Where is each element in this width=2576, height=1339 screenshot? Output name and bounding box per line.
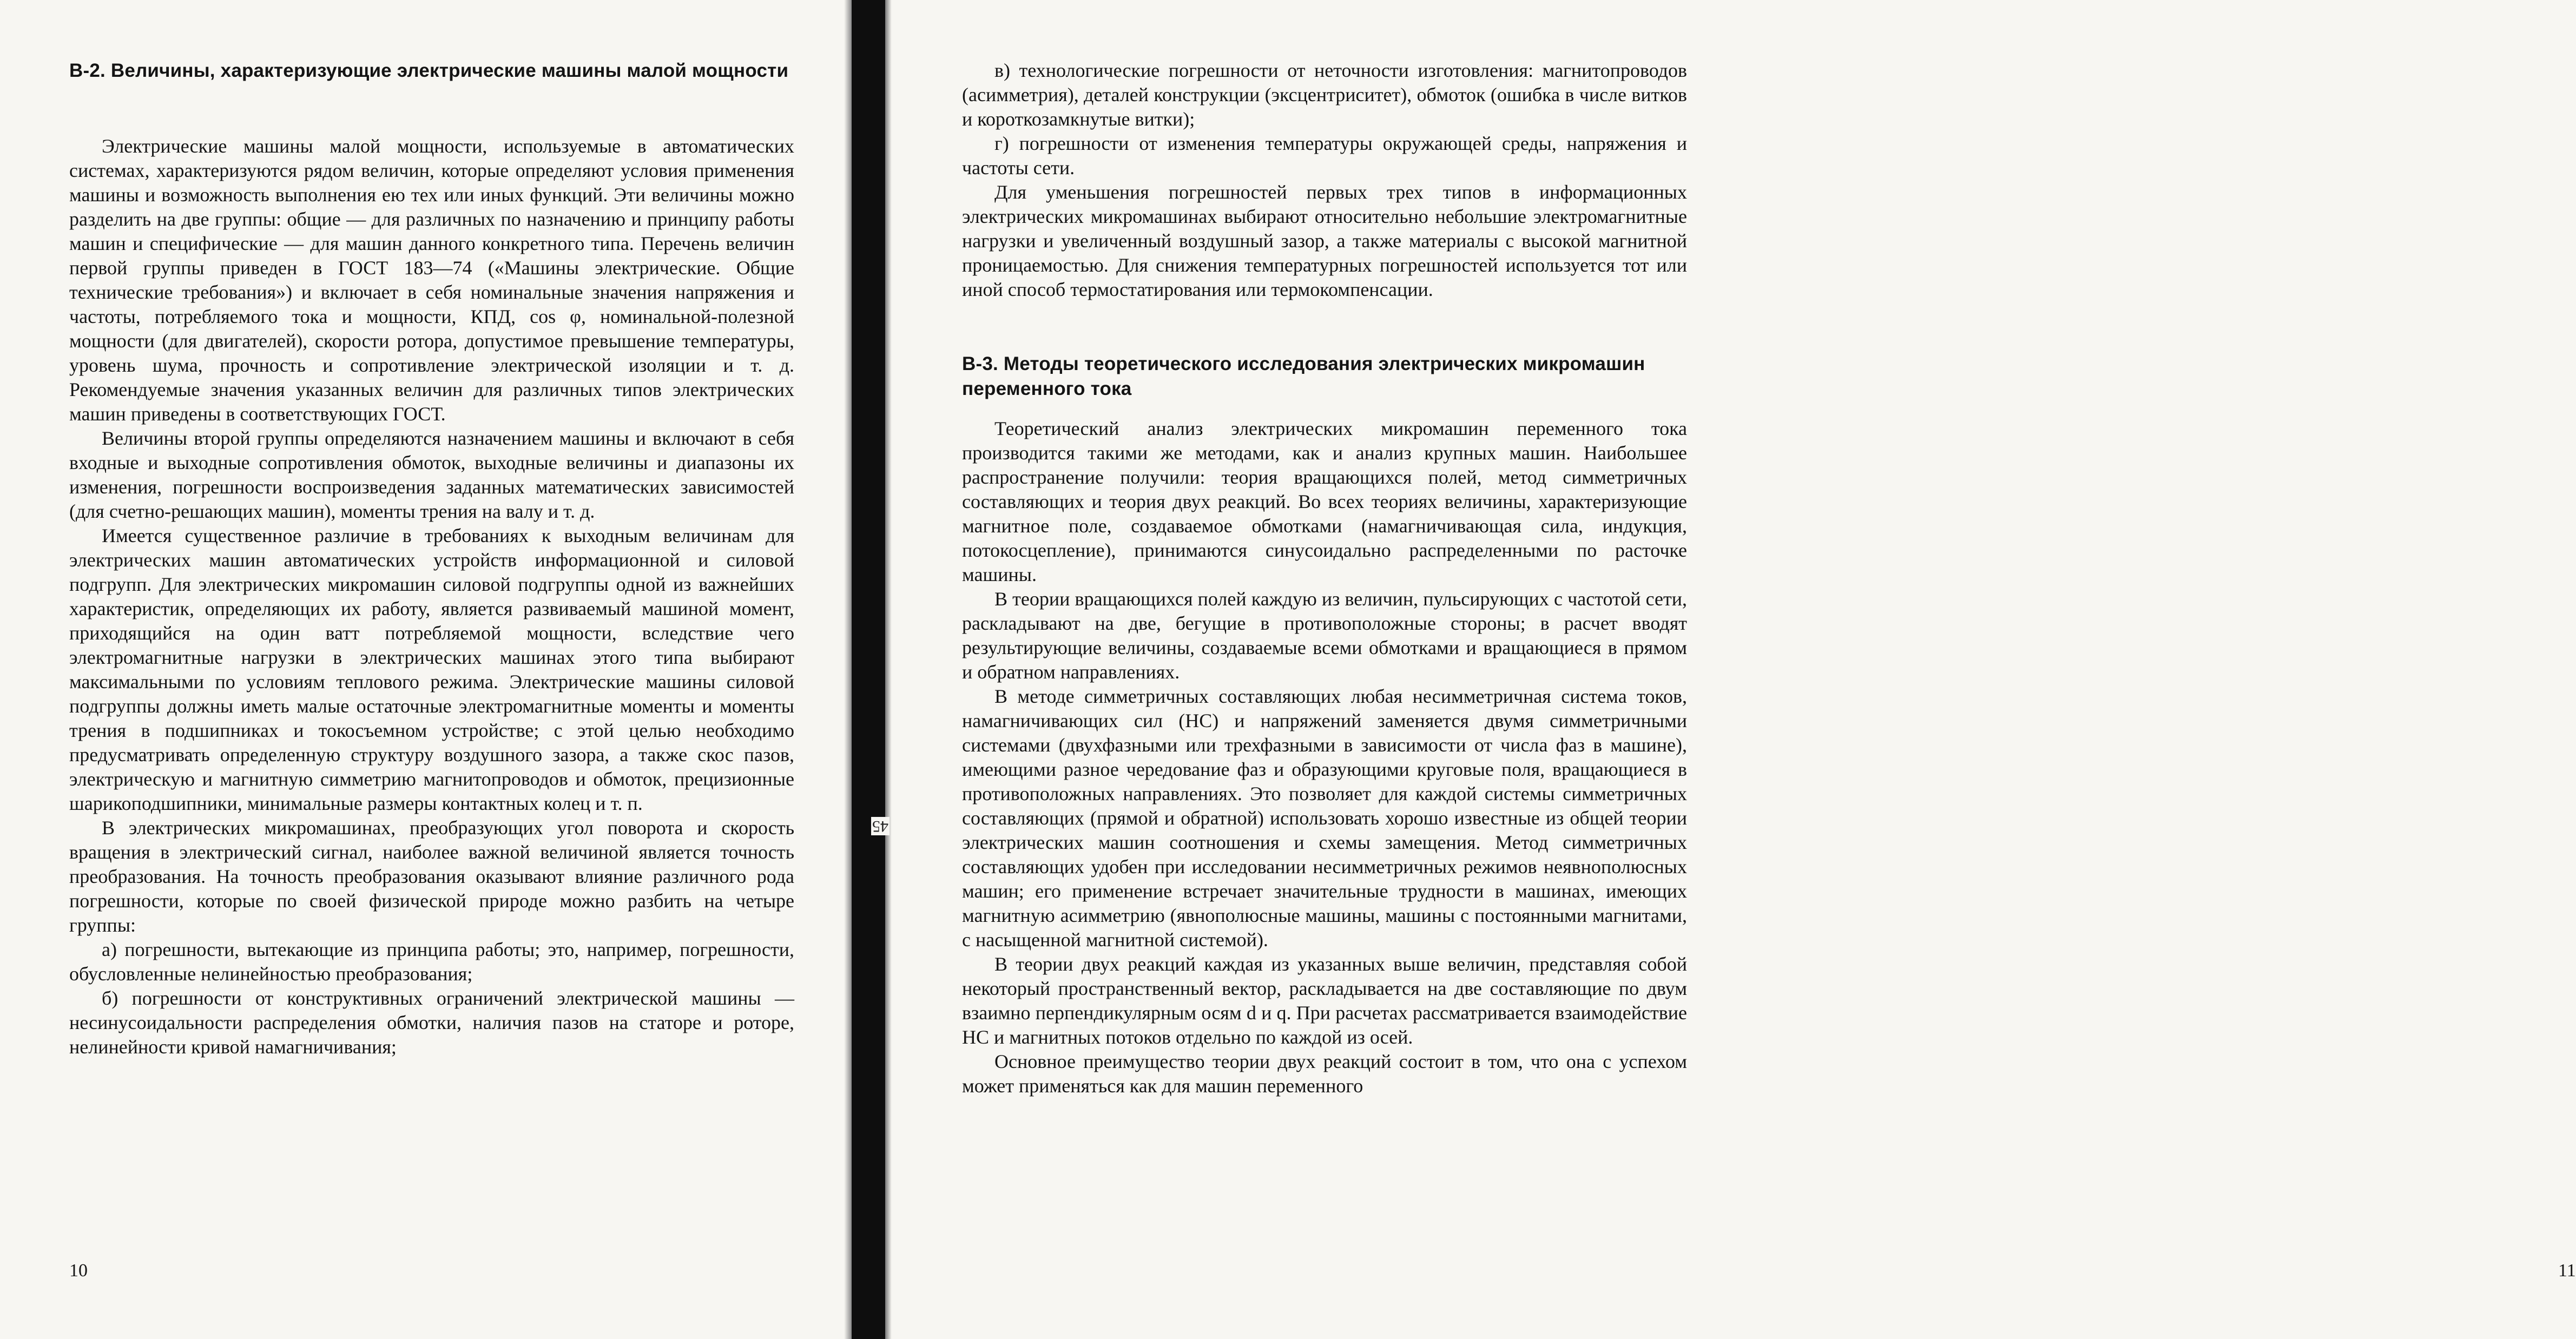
page-number-left: 10 — [69, 1261, 88, 1281]
paragraph: Электрические машины малой мощности, используемые в автоматических системах, характеризуются рядом величин, которые определяют условия применения машины и возможность выполнения ею тех или иных функций. Эти величины можно разделить на две группы: общие — для различных по назначению и принципу работы машин и специфические — для машин данного конкретного типа. Перечень величин первой группы приведен в ГОСТ 183—74 («Машины электрические. Общие технические требования») и включает в себя номинальные значения напряжения и частоты, потребляемого тока и мощности, КПД, cos φ, номинальной-полезной мощности (для двигателей), скорости ротора, допустимое превышение температуры, уровень шума, прочность и сопротивление электрической изоляции и т. д. Рекомендуемые значения указанных величин для различных типов электрических машин приведены в соответствующих ГОСТ. — [69, 135, 794, 425]
left-page — [0, 0, 844, 1339]
section-heading-b2: В-2. Величины, характеризующие электрические машины малой мощности — [69, 60, 789, 81]
section-heading-b3: В-3. Методы теоретического исследования электрических микромашин переменного тока — [962, 353, 1645, 399]
right-page-body — [962, 417, 1687, 1098]
spine-shadow-left — [844, 0, 852, 1339]
paragraph: Величины второй группы определяются назначением машины и включают в себя входные и выходные сопротивления обмоток, выходные величины и диапазоны их изменения, погрешности воспроизведения заданных математических зависимостей (для счетно-решающих машин), моменты трения на валу и т. д. — [69, 427, 794, 522]
list-item: в) технологические погрешности от неточности изготовления: магнитопроводов (асимметрия), деталей конструкции (эксцентриситет), обмоток (ошибка в числе витков и короткозамкнутые витки); — [962, 60, 1687, 130]
page-number-right: 11 — [2558, 1261, 2576, 1281]
paragraph: Теоретический анализ электрических микромашин переменного тока производится такими же методами, как и анализ крупных машин. Наибольшее распространение получили: теория вращающихся полей, метод симметричных составляющих и теория двух реакций. Во всех теориях величины, характеризующие магнитное поле, создаваемое обмотками (намагничивающая сила, индукция, потокосцепление), принимаются синусоидально распределенными по расточке машины. — [962, 418, 1687, 585]
list-item: г) погрешности от изменения температуры окружающей среды, напряжения и частоты сети. — [962, 133, 1687, 179]
paragraph: В методе симметричных составляющих любая несимметричная система токов, намагничивающих сил (НС) и напряжений заменяется двумя симметричными системами (двухфазными или трехфазными в зависимости от числа фаз в машине), имеющими разное чередование фаз и образующими круговые поля, вращающиеся в противоположных направлениях. Это позволяет для каждой системы симметричных составляющих (прямой и обратной) использовать хорошо известные из общей теории электрических машин соотношения и схемы замещения. Метод симметричных составляющих удобен при исследовании несимметричных режимов неявнополюсных машин; его применение встречает значительные трудности в машинах, имеющих магнитную асимметрию (явнополюсные машины, машины с постоянными магнитами, с насыщенной магнитной системой). — [962, 685, 1687, 951]
paragraph: Имеется существенное различие в требованиях к выходным величинам для электрических машин автоматических устройств информационной и силовой подгрупп. Для электрических микромашин силовой подгруппы одной из важнейших характеристик, определяющих их работу, является развиваемый машиной момент, приходящийся на один ватт потребляемой мощности, вследствие чего электромагнитные нагрузки в электрических машинах этого типа выбирают максимальными по условиям теплового режима. Электрические машины силовой подгруппы должны иметь малые остаточные электромагнитные моменты и моменты трения в подшипниках и токосъемном устройстве; с этой целью необходимо предусматривать определенную структуру воздушного зазора, а также скос пазов, электрическую и магнитную симметрию магнитопроводов и обмоток, прецизионные шарикоподшипники, минимальные размеры контактных колец и т. п. — [69, 525, 794, 814]
right-page-top-body — [962, 58, 1687, 302]
spine-shadow-right — [885, 0, 892, 1339]
spine-mark: 45 — [872, 817, 888, 835]
left-page-body — [69, 134, 794, 1059]
paragraph: Для уменьшения погрешностей первых трех типов в информационных электрических микромашинах выбирают относительно небольшие электромагнитные нагрузки и увеличенный воздушный зазор, а также материалы с высокой магнитной проницаемостью. Для снижения температурных погрешностей используется тот или иной способ термостатирования или термокомпенсации. — [962, 181, 1687, 300]
list-item: а) погрешности, вытекающие из принципа работы; это, например, погрешности, обусловленные нелинейностью преобразования; — [69, 939, 794, 985]
paragraph: В теории двух реакций каждая из указанных выше величин, представляя собой некоторый пространственный вектор, раскладывается на две составляющие по двум взаимно перпендикулярным осям d и q. При расчетах рассматривается взаимодействие НС и магнитных потоков отдельно по каждой из осей. — [962, 953, 1687, 1048]
paragraph: Основное преимущество теории двух реакций состоит в том, что она с успехом может применяться как для машин переменного — [962, 1051, 1687, 1097]
book-spine — [852, 0, 885, 1339]
list-item: б) погрешности от конструктивных ограничений электрической машины — несинусоидальности распределения обмотки, наличия пазов на статоре и роторе, нелинейности кривой намагничивания; — [69, 987, 794, 1058]
paragraph: В электрических микромашинах, преобразующих угол поворота и скорость вращения в электрический сигнал, наиболее важной величиной является точность преобразования. На точность преобразования оказывают влияние различного рода погрешности, которые по своей физической природе можно разбить на четыре группы: — [69, 817, 794, 936]
paragraph: В теории вращающихся полей каждую из величин, пульсирующих с частотой сети, раскладывают на две, бегущие в противоположные стороны; в расчет вводят результирующие величины, создаваемые всеми обмотками и вращающиеся в прямом и обратном направлениях. — [962, 588, 1687, 683]
right-page — [898, 0, 2576, 1339]
